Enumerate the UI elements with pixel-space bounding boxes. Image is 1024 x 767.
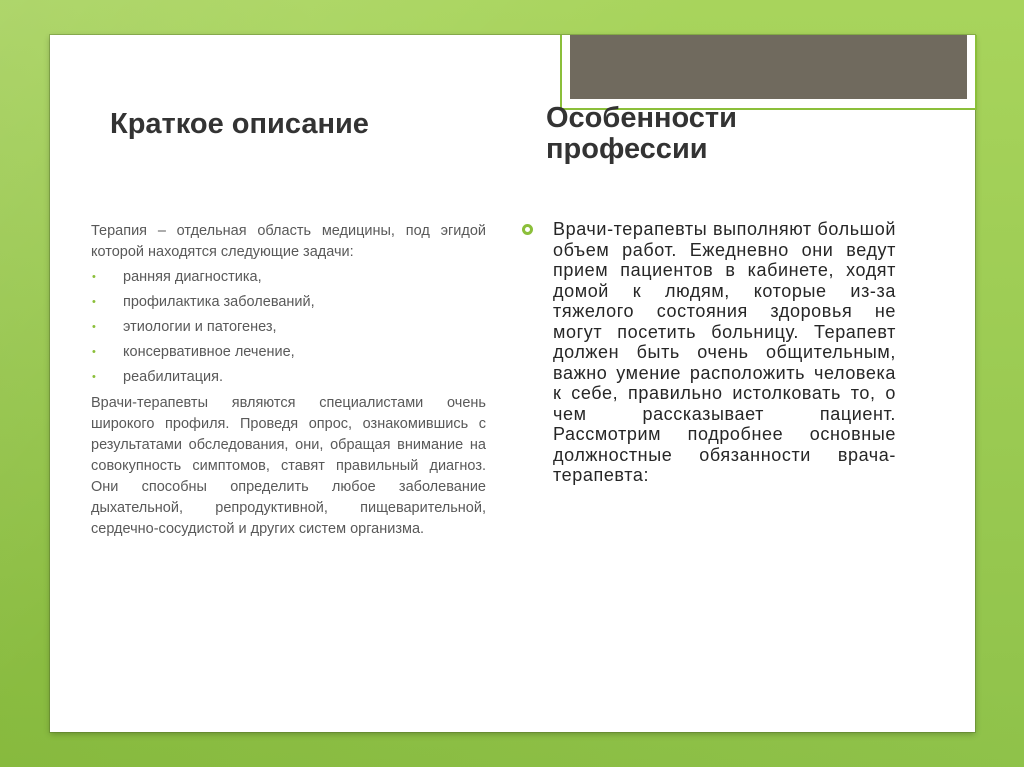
bullet-icon: • xyxy=(92,321,96,333)
list-item xyxy=(91,340,486,365)
left-column xyxy=(91,221,486,540)
bullet-icon: • xyxy=(92,271,96,283)
list-item-text: консервативное лечение, xyxy=(123,344,295,360)
heading-profession-features: Особенности профессии xyxy=(546,102,737,165)
list-item-text: профилактика заболеваний, xyxy=(123,294,315,310)
list-item xyxy=(91,365,486,390)
task-list xyxy=(91,265,486,390)
right-column xyxy=(522,219,896,486)
bullet-icon: • xyxy=(92,346,96,358)
features-paragraph: Врачи-терапевты выполняют большой объем работ. Ежедневно они ведут прием пациентов в кабинете, ходят домой к людям, которые из-за тяжелого состояния здоровья не могут посетить больницу. Терапевт должен быть очень общительным, важно умение расположить человека к себе, правильно истолковать то, о чем рассказывает пациент. Рассмотрим подробнее основные должностные обязанности врача-терапевта: xyxy=(553,219,896,485)
description-paragraph: Врачи-терапевты являются специалистами очень широкого профиля. Проведя опрос, ознакомившись с результатами обследования, они, обращая внимание на совокупность симптомов, ставят правильный диагноз. Они способны определить любое заболевание дыхательной, репродуктивной, пищеварительной, сердечно-сосудистой и других систем организма. xyxy=(91,395,486,537)
title-box-frame xyxy=(560,35,977,110)
list-item xyxy=(91,290,486,315)
list-item xyxy=(91,315,486,340)
list-item-text: реабилитация. xyxy=(123,369,223,385)
list-item-text: этиологии и патогенез, xyxy=(123,319,277,335)
list-item xyxy=(91,265,486,290)
heading-brief-description: Краткое описание xyxy=(110,108,369,140)
title-box xyxy=(570,35,967,99)
bullet-icon: • xyxy=(92,371,96,383)
list-item-text: ранняя диагностика, xyxy=(123,269,262,285)
intro-paragraph: Терапия – отдельная область медицины, под эгидой которой находятся следующие задачи: xyxy=(91,223,486,260)
bullet-icon: • xyxy=(92,296,96,308)
circle-bullet-icon xyxy=(522,224,533,235)
